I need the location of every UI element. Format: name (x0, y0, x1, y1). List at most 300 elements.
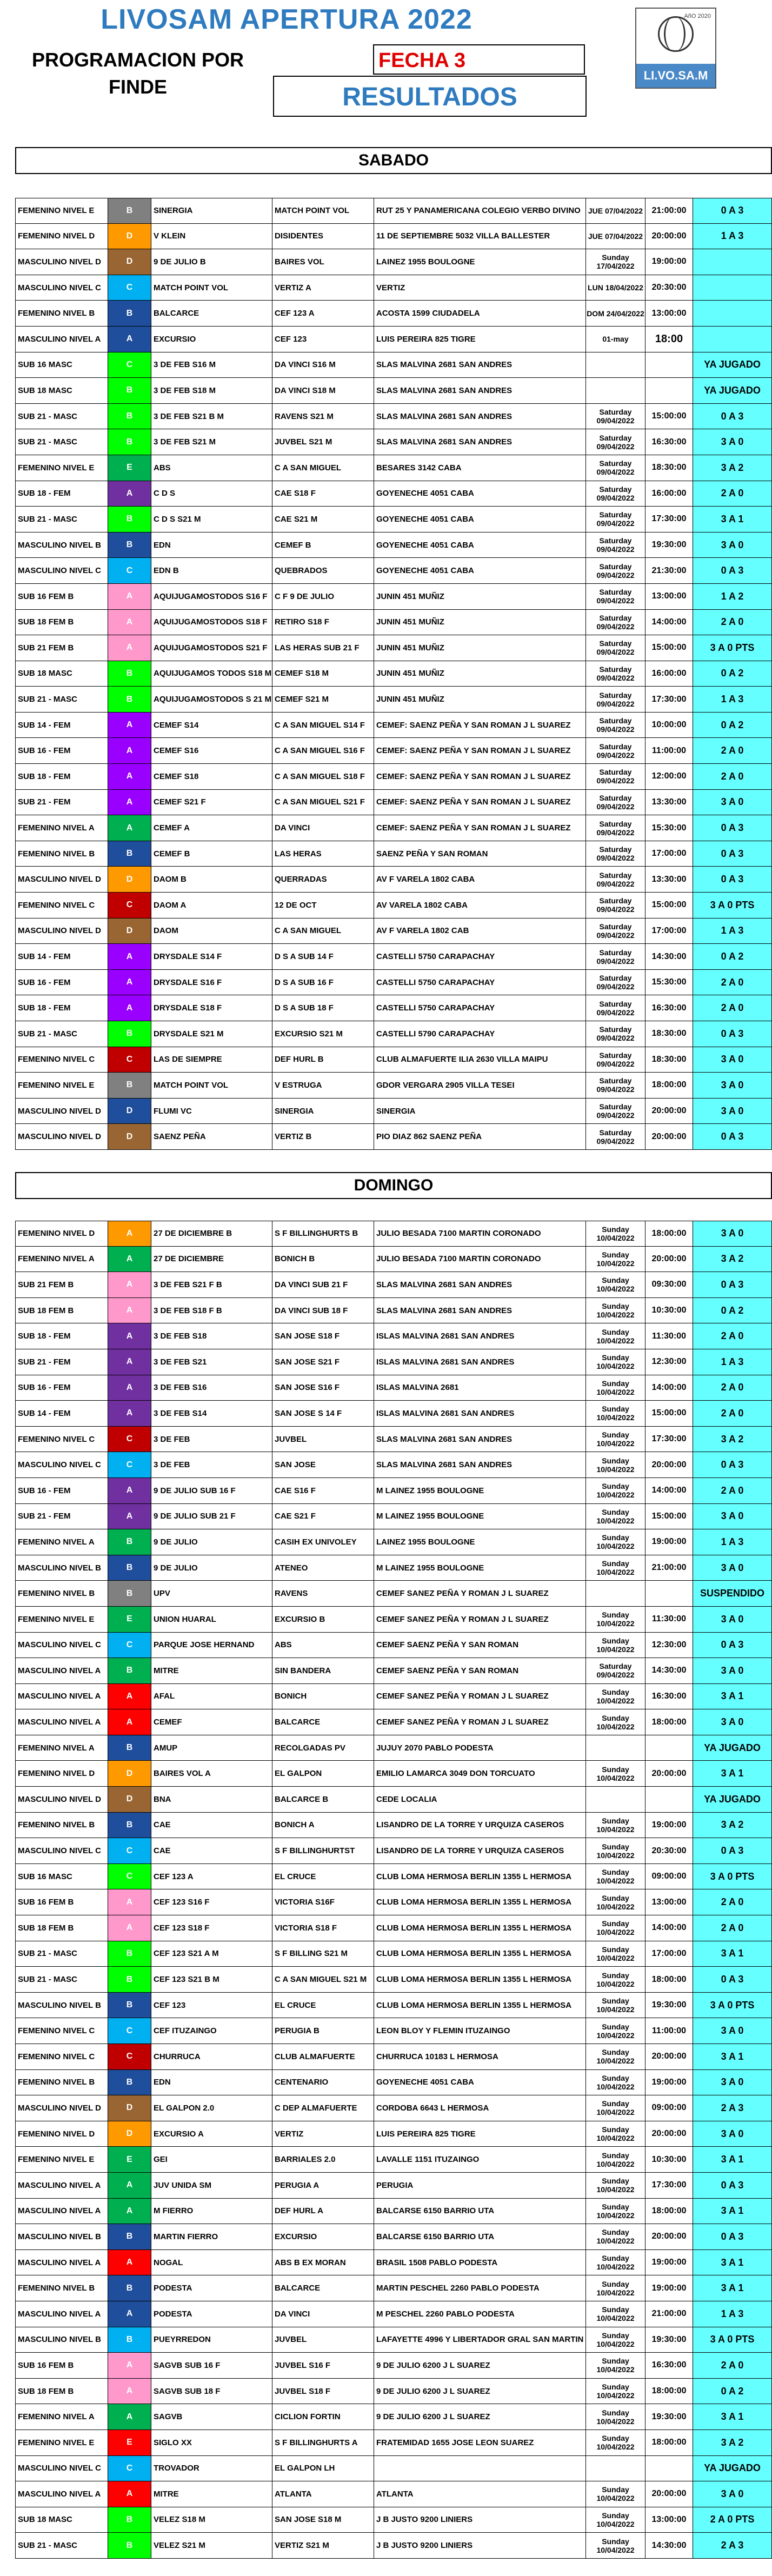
date-cell: Sunday 10/04/2022 (586, 2250, 645, 2275)
page-subtitle: PROGRAMACION POR FINDE (31, 49, 244, 98)
venue-cell: 9 DE JULIO 6200 J L SUAREZ (374, 2353, 586, 2378)
away-team-cell: VERTIZ S21 M (272, 2533, 374, 2558)
time-cell: 13:00:00 (645, 2507, 693, 2533)
result-cell: 2 A 0 (693, 995, 772, 1021)
category-cell: MASCULINO NIVEL A (15, 2250, 108, 2275)
date-cell: Sunday 10/04/2022 (586, 1838, 645, 1863)
time-cell: 10:30:00 (645, 2147, 693, 2172)
table-row (15, 224, 772, 250)
date-cell: Saturday 09/04/2022 (586, 944, 645, 969)
time-cell: 16:30:00 (645, 1684, 693, 1709)
level-cell: E (108, 2430, 151, 2455)
result-cell: 0 A 3 (693, 1452, 772, 1477)
date-cell: Saturday 09/04/2022 (586, 738, 645, 763)
result-cell: 2 A 0 (693, 1375, 772, 1401)
date-cell: Saturday 09/04/2022 (586, 558, 645, 583)
category-cell: MASCULINO NIVEL A (15, 1658, 108, 1683)
level-cell: A (108, 2173, 151, 2198)
category-cell: SUB 21 - MASC (15, 2533, 108, 2558)
level-cell: C (108, 2456, 151, 2481)
venue-cell: JUJUY 2070 PABLO PODESTA (374, 1735, 586, 1761)
time-cell: 20:00:00 (645, 2224, 693, 2249)
time-cell: 19:00:00 (645, 249, 693, 275)
table-row (15, 2379, 772, 2405)
result-cell: 0 A 3 (693, 2224, 772, 2249)
logo-text: LI.VO.SA.M (636, 64, 715, 88)
table-row (15, 738, 772, 764)
level-cell: B (108, 1735, 151, 1761)
level-cell: A (108, 1401, 151, 1426)
level-cell: B (108, 1581, 151, 1606)
venue-cell: GOYENECHE 4051 CABA (374, 481, 586, 507)
level-cell: B (108, 1967, 151, 1992)
level-cell: B (108, 2533, 151, 2558)
result-cell: 3 A 0 (693, 790, 772, 815)
away-team-cell: DEF HURL B (272, 1047, 374, 1073)
home-team-cell: DRYSDALE S16 F (151, 970, 272, 995)
sabado-table (15, 198, 772, 1150)
away-team-cell: ABS (272, 1633, 374, 1658)
table-row (15, 1633, 772, 1659)
away-team-cell: CAE S18 F (272, 481, 374, 507)
away-team-cell: CAE S21 M (272, 507, 374, 532)
venue-cell: LISANDRO DE LA TORRE Y URQUIZA CASEROS (374, 1838, 586, 1863)
away-team-cell: C A SAN MIGUEL S16 F (272, 738, 374, 763)
date-cell: Sunday 10/04/2022 (586, 1401, 645, 1426)
result-cell: 2 A 0 (693, 610, 772, 635)
table-row (15, 1581, 772, 1607)
home-team-cell: CHURRUCA (151, 2044, 272, 2069)
level-cell: B (108, 532, 151, 558)
home-team-cell: 3 DE FEB S21 F B (151, 1272, 272, 1297)
date-cell (586, 1735, 645, 1761)
category-cell: FEMENINO NIVEL E (15, 2147, 108, 2172)
result-cell: 0 A 3 (693, 815, 772, 841)
category-cell: MASCULINO NIVEL A (15, 2481, 108, 2507)
table-row (15, 2507, 772, 2533)
away-team-cell: RAVENS S21 M (272, 404, 374, 429)
date-cell: Sunday 10/04/2022 (586, 2481, 645, 2507)
category-cell: FEMENINO NIVEL E (15, 198, 108, 223)
category-cell: FEMENINO NIVEL D (15, 2121, 108, 2147)
venue-cell: LAINEZ 1955 BOULOGNE (374, 249, 586, 275)
result-cell: YA JUGADO (693, 2456, 772, 2481)
time-cell: 14:00:00 (645, 1915, 693, 1941)
venue-cell: RUT 25 Y PANAMERICANA COLEGIO VERBO DIVINO (374, 198, 586, 223)
date-cell: Sunday 10/04/2022 (586, 1813, 645, 1838)
venue-cell: SLAS MALVINA 2681 SAN ANDRES (374, 404, 586, 429)
table-row (15, 507, 772, 532)
level-cell: B (108, 2224, 151, 2249)
result-cell (693, 301, 772, 326)
away-team-cell: S F BILLINGHURTST (272, 1838, 374, 1863)
date-cell: Saturday 09/04/2022 (586, 970, 645, 995)
level-cell: A (108, 1709, 151, 1735)
venue-cell: LAINEZ 1955 BOULOGNE (374, 1529, 586, 1555)
away-team-cell: C A SAN MIGUEL S18 F (272, 764, 374, 789)
away-team-cell: SAN JOSE S21 F (272, 1349, 374, 1375)
category-cell: MASCULINO NIVEL D (15, 1124, 108, 1149)
home-team-cell: 9 DE JULIO (151, 1555, 272, 1581)
result-cell: 3 A 0 (693, 2070, 772, 2095)
table-row (15, 584, 772, 610)
home-team-cell: LAS DE SIEMPRE (151, 1047, 272, 1073)
time-cell: 13:00:00 (645, 1889, 693, 1915)
level-cell: A (108, 790, 151, 815)
away-team-cell: C A SAN MIGUEL S21 F (272, 790, 374, 815)
venue-cell: JUNIN 451 MUÑIZ (374, 584, 586, 609)
date-cell: Saturday 09/04/2022 (586, 532, 645, 558)
home-team-cell: VELEZ S18 M (151, 2507, 272, 2533)
time-cell: 18:00:00 (645, 1073, 693, 1098)
category-cell: SUB 21 - MASC (15, 1941, 108, 1967)
table-row (15, 1247, 772, 1273)
level-cell: D (108, 918, 151, 944)
away-team-cell: SIN BANDERA (272, 1658, 374, 1683)
category-cell: MASCULINO NIVEL A (15, 1709, 108, 1735)
date-cell: Saturday 09/04/2022 (586, 661, 645, 687)
date-cell: Sunday 10/04/2022 (586, 1864, 645, 1889)
table-row (15, 2481, 772, 2507)
result-cell: 3 A 2 (693, 1427, 772, 1452)
venue-cell: CASTELLI 5750 CARAPACHAY (374, 944, 586, 969)
level-cell: A (108, 1889, 151, 1915)
venue-cell: ISLAS MALVINA 2681 SAN ANDRES (374, 1401, 586, 1426)
home-team-cell: AFAL (151, 1684, 272, 1709)
time-cell: 19:30:00 (645, 2404, 693, 2429)
level-cell: A (108, 815, 151, 841)
category-cell: MASCULINO NIVEL D (15, 2095, 108, 2121)
result-cell: YA JUGADO (693, 352, 772, 378)
away-team-cell: CEMEF B (272, 532, 374, 558)
result-cell: 0 A 3 (693, 841, 772, 867)
category-cell: MASCULINO NIVEL C (15, 2456, 108, 2481)
away-team-cell: C A SAN MIGUEL (272, 455, 374, 481)
venue-cell: ISLAS MALVINA 2681 (374, 1375, 586, 1401)
result-cell: 2 A 0 (693, 764, 772, 789)
home-team-cell: MATCH POINT VOL (151, 1073, 272, 1098)
time-cell: 10:30:00 (645, 1298, 693, 1323)
away-team-cell: S F BILLINGHURTS B (272, 1221, 374, 1246)
venue-cell: ISLAS MALVINA 2681 SAN ANDRES (374, 1349, 586, 1375)
level-cell: A (108, 2404, 151, 2429)
category-cell: SUB 21 - MASC (15, 404, 108, 429)
venue-cell: ISLAS MALVINA 2681 SAN ANDRES (374, 1323, 586, 1349)
venue-cell: GOYENECHE 4051 CABA (374, 558, 586, 583)
home-team-cell: SAGVB SUB 18 F (151, 2379, 272, 2404)
date-cell: Saturday 09/04/2022 (586, 1047, 645, 1073)
home-team-cell: DRYSDALE S21 M (151, 1021, 272, 1047)
home-team-cell: MITRE (151, 1658, 272, 1683)
result-cell: 2 A 0 (693, 2353, 772, 2378)
time-cell: 14:30:00 (645, 1658, 693, 1683)
category-cell: MASCULINO NIVEL B (15, 2327, 108, 2353)
away-team-cell: D S A SUB 16 F (272, 970, 374, 995)
result-cell: 3 A 0 (693, 1607, 772, 1632)
category-cell: FEMENINO NIVEL A (15, 2404, 108, 2429)
table-row (15, 2275, 772, 2301)
time-cell: 15:30:00 (645, 815, 693, 841)
home-team-cell: DAOM A (151, 893, 272, 918)
date-cell (586, 1581, 645, 1606)
level-cell: C (108, 352, 151, 378)
date-cell: Saturday 09/04/2022 (586, 429, 645, 455)
result-cell: 3 A 0 (693, 2121, 772, 2147)
away-team-cell: JUVBEL (272, 1427, 374, 1452)
category-cell: SUB 21 FEM B (15, 635, 108, 661)
category-cell: MASCULINO NIVEL D (15, 867, 108, 892)
table-row (15, 2224, 772, 2250)
level-cell: A (108, 1915, 151, 1941)
level-cell: B (108, 1073, 151, 1098)
time-cell: 20:00:00 (645, 1247, 693, 1272)
home-team-cell: AQUIJUGAMOSTODOS S16 F (151, 584, 272, 609)
level-cell: A (108, 2199, 151, 2224)
away-team-cell: CLUB ALMAFUERTE (272, 2044, 374, 2069)
date-cell: Saturday 09/04/2022 (586, 841, 645, 867)
table-row (15, 918, 772, 944)
category-cell: SUB 18 MASC (15, 661, 108, 687)
venue-cell: CLUB LOMA HERMOSA BERLIN 1355 L HERMOSA (374, 1941, 586, 1967)
result-cell: 3 A 1 (693, 1684, 772, 1709)
home-team-cell: 3 DE FEB S21 M (151, 429, 272, 455)
result-cell: 3 A 0 (693, 1073, 772, 1098)
level-cell: A (108, 481, 151, 507)
venue-cell: GOYENECHE 4051 CABA (374, 507, 586, 532)
time-cell: 11:30:00 (645, 1323, 693, 1349)
time-cell: 18:30:00 (645, 455, 693, 481)
time-cell: 18:00:00 (645, 2199, 693, 2224)
level-cell: B (108, 2070, 151, 2095)
level-cell: A (108, 970, 151, 995)
result-cell: 3 A 0 (693, 1047, 772, 1073)
date-cell: Sunday 10/04/2022 (586, 2301, 645, 2327)
result-cell: 3 A 0 (693, 2018, 772, 2044)
level-cell: C (108, 275, 151, 301)
category-cell: SUB 18 MASC (15, 2507, 108, 2533)
level-cell: B (108, 378, 151, 403)
table-row (15, 1221, 772, 1247)
venue-cell: LUIS PEREIRA 825 TIGRE (374, 2121, 586, 2147)
table-row (15, 558, 772, 584)
away-team-cell: S F BILLINGHURTS A (272, 2430, 374, 2455)
home-team-cell: 3 DE FEB S16 M (151, 352, 272, 378)
category-cell: SUB 14 - FEM (15, 1401, 108, 1426)
table-row (15, 1323, 772, 1349)
venue-cell: CEMEF: SAENZ PEÑA Y SAN ROMAN J L SUAREZ (374, 815, 586, 841)
logo-tag: AñO 2020 (684, 13, 711, 19)
venue-cell: BALCARSE 6150 BARRIO UTA (374, 2199, 586, 2224)
home-team-cell: EDN (151, 2070, 272, 2095)
result-cell: 3 A 2 (693, 455, 772, 481)
home-team-cell: CEF 123 S21 B M (151, 1967, 272, 1992)
result-cell: 3 A 1 (693, 507, 772, 532)
home-team-cell: CEMEF B (151, 841, 272, 867)
venue-cell: CLUB LOMA HERMOSA BERLIN 1355 L HERMOSA (374, 1889, 586, 1915)
away-team-cell: DA VINCI SUB 18 F (272, 1298, 374, 1323)
category-cell: SUB 16 FEM B (15, 1889, 108, 1915)
home-team-cell: CAE (151, 1813, 272, 1838)
venue-cell: CEMEF SANEZ PEÑA Y ROMAN J L SUAREZ (374, 1684, 586, 1709)
domingo-table (15, 1221, 772, 2559)
level-cell: C (108, 1452, 151, 1477)
away-team-cell: V ESTRUGA (272, 1073, 374, 1098)
venue-cell: CASTELLI 5790 CARAPACHAY (374, 1021, 586, 1047)
date-cell: Sunday 10/04/2022 (586, 1684, 645, 1709)
date-cell: Sunday 10/04/2022 (586, 2070, 645, 2095)
level-cell: B (108, 198, 151, 223)
time-cell: 11:00:00 (645, 2018, 693, 2044)
level-cell: A (108, 2379, 151, 2404)
away-team-cell: ATENEO (272, 1555, 374, 1581)
date-cell: Sunday 10/04/2022 (586, 2147, 645, 2172)
home-team-cell: MARTIN FIERRO (151, 2224, 272, 2249)
venue-cell: SAENZ PEÑA Y SAN ROMAN (374, 841, 586, 867)
result-cell (693, 275, 772, 301)
venue-cell: CLUB LOMA HERMOSA BERLIN 1355 L HERMOSA (374, 1967, 586, 1992)
category-cell: FEMENINO NIVEL B (15, 2275, 108, 2301)
home-team-cell: AQUIJUGAMOSTODOS S21 F (151, 635, 272, 661)
section-domingo: DOMINGO (15, 1172, 772, 1199)
venue-cell: M LAINEZ 1955 BOULOGNE (374, 1555, 586, 1581)
venue-cell: SLAS MALVINA 2681 SAN ANDRES (374, 352, 586, 378)
venue-cell: JUNIN 451 MUÑIZ (374, 687, 586, 712)
date-cell (586, 1787, 645, 1812)
date-cell: Sunday 10/04/2022 (586, 2224, 645, 2249)
home-team-cell: BALCARCE (151, 301, 272, 326)
level-cell: A (108, 944, 151, 969)
home-team-cell: GEI (151, 2147, 272, 2172)
home-team-cell: SIGLO XX (151, 2430, 272, 2455)
table-row (15, 893, 772, 918)
date-cell: Sunday 10/04/2022 (586, 2018, 645, 2044)
time-cell: 19:00:00 (645, 2275, 693, 2301)
table-row (15, 1941, 772, 1967)
level-cell: B (108, 2507, 151, 2533)
category-cell: MASCULINO NIVEL A (15, 2301, 108, 2327)
result-cell: 3 A 0 PTS (693, 1993, 772, 2018)
time-cell: 21:00:00 (645, 198, 693, 223)
result-cell: 3 A 1 (693, 2404, 772, 2429)
result-cell: 3 A 2 (693, 1247, 772, 1272)
level-cell: D (108, 2095, 151, 2121)
date-cell: Sunday 10/04/2022 (586, 1967, 645, 1992)
level-cell: A (108, 738, 151, 763)
table-row (15, 610, 772, 636)
result-cell: 3 A 1 (693, 2275, 772, 2301)
away-team-cell: 12 DE OCT (272, 893, 374, 918)
date-cell: Sunday 10/04/2022 (586, 1555, 645, 1581)
venue-cell: JULIO BESADA 7100 MARTIN CORONADO (374, 1247, 586, 1272)
result-cell: 2 A 0 (693, 1323, 772, 1349)
venue-cell: CEMEF: SAENZ PEÑA Y SAN ROMAN J L SUAREZ (374, 713, 586, 738)
result-cell: 3 A 0 PTS (693, 2327, 772, 2353)
date-cell: Sunday 10/04/2022 (586, 1272, 645, 1297)
category-cell: SUB 21 FEM B (15, 1272, 108, 1297)
result-cell: 0 A 2 (693, 944, 772, 969)
table-row (15, 1047, 772, 1073)
table-row (15, 2018, 772, 2044)
page-title: LIVOSAM APERTURA 2022 (101, 4, 472, 35)
time-cell: 18:00 (645, 327, 693, 352)
category-cell: FEMENINO NIVEL C (15, 2044, 108, 2069)
result-cell: 0 A 2 (693, 2379, 772, 2404)
category-cell: MASCULINO NIVEL A (15, 1684, 108, 1709)
date-cell: Sunday 10/04/2022 (586, 1247, 645, 1272)
table-row (15, 1915, 772, 1941)
time-cell (645, 378, 693, 403)
home-team-cell: PUEYRREDON (151, 2327, 272, 2353)
category-cell: MASCULINO NIVEL C (15, 1838, 108, 1863)
venue-cell: GOYENECHE 4051 CABA (374, 2070, 586, 2095)
venue-cell: CASTELLI 5750 CARAPACHAY (374, 995, 586, 1021)
category-cell: MASCULINO NIVEL C (15, 558, 108, 583)
time-cell: 19:30:00 (645, 2327, 693, 2353)
away-team-cell: RECOLGADAS PV (272, 1735, 374, 1761)
time-cell (645, 352, 693, 378)
category-cell: SUB 16 - FEM (15, 738, 108, 763)
category-cell: FEMENINO NIVEL A (15, 1529, 108, 1555)
date-cell: Saturday 09/04/2022 (586, 481, 645, 507)
away-team-cell: CENTENARIO (272, 2070, 374, 2095)
time-cell: 18:00:00 (645, 2430, 693, 2455)
table-row (15, 1993, 772, 2019)
time-cell: 20:00:00 (645, 1761, 693, 1786)
level-cell: A (108, 2481, 151, 2507)
result-cell: 0 A 3 (693, 867, 772, 892)
level-cell: A (108, 1272, 151, 1297)
venue-cell: LAFAYETTE 4996 Y LIBERTADOR GRAL SAN MARTIN (374, 2327, 586, 2353)
home-team-cell: 27 DE DICIEMBRE B (151, 1221, 272, 1246)
venue-cell: BALCARSE 6150 BARRIO UTA (374, 2224, 586, 2249)
time-cell: 17:30:00 (645, 2173, 693, 2198)
time-cell: 17:30:00 (645, 507, 693, 532)
result-cell: 1 A 3 (693, 1529, 772, 1555)
result-cell: 3 A 0 PTS (693, 893, 772, 918)
home-team-cell: NOGAL (151, 2250, 272, 2275)
category-cell: FEMENINO NIVEL E (15, 455, 108, 481)
table-row (15, 2533, 772, 2559)
level-cell: A (108, 1221, 151, 1246)
date-cell: LUN 18/04/2022 (586, 275, 645, 301)
home-team-cell: CEMEF S21 F (151, 790, 272, 815)
venue-cell: SLAS MALVINA 2681 SAN ANDRES (374, 429, 586, 455)
away-team-cell: VERTIZ (272, 2121, 374, 2147)
time-cell: 21:30:00 (645, 558, 693, 583)
home-team-cell: DRYSDALE S18 F (151, 995, 272, 1021)
date-cell: Sunday 10/04/2022 (586, 1607, 645, 1632)
table-row (15, 249, 772, 275)
level-cell: C (108, 1838, 151, 1863)
table-row (15, 352, 772, 378)
time-cell: 12:30:00 (645, 1633, 693, 1658)
away-team-cell: EXCURSIO S21 M (272, 1021, 374, 1047)
date-cell: Sunday 10/04/2022 (586, 1993, 645, 2018)
home-team-cell: CEF 123 A (151, 1864, 272, 1889)
venue-cell: 9 DE JULIO 6200 J L SUAREZ (374, 2379, 586, 2404)
result-cell: 3 A 0 (693, 1099, 772, 1124)
time-cell: 14:30:00 (645, 944, 693, 969)
category-cell: MASCULINO NIVEL C (15, 1633, 108, 1658)
venue-cell: ACOSTA 1599 CIUDADELA (374, 301, 586, 326)
time-cell: 14:00:00 (645, 1478, 693, 1503)
level-cell: A (108, 995, 151, 1021)
venue-cell: AV VARELA 1802 CABA (374, 893, 586, 918)
venue-cell: JULIO BESADA 7100 MARTIN CORONADO (374, 1221, 586, 1246)
home-team-cell: VELEZ S21 M (151, 2533, 272, 2558)
date-cell: Saturday 09/04/2022 (586, 1099, 645, 1124)
result-cell: 3 A 1 (693, 2044, 772, 2069)
